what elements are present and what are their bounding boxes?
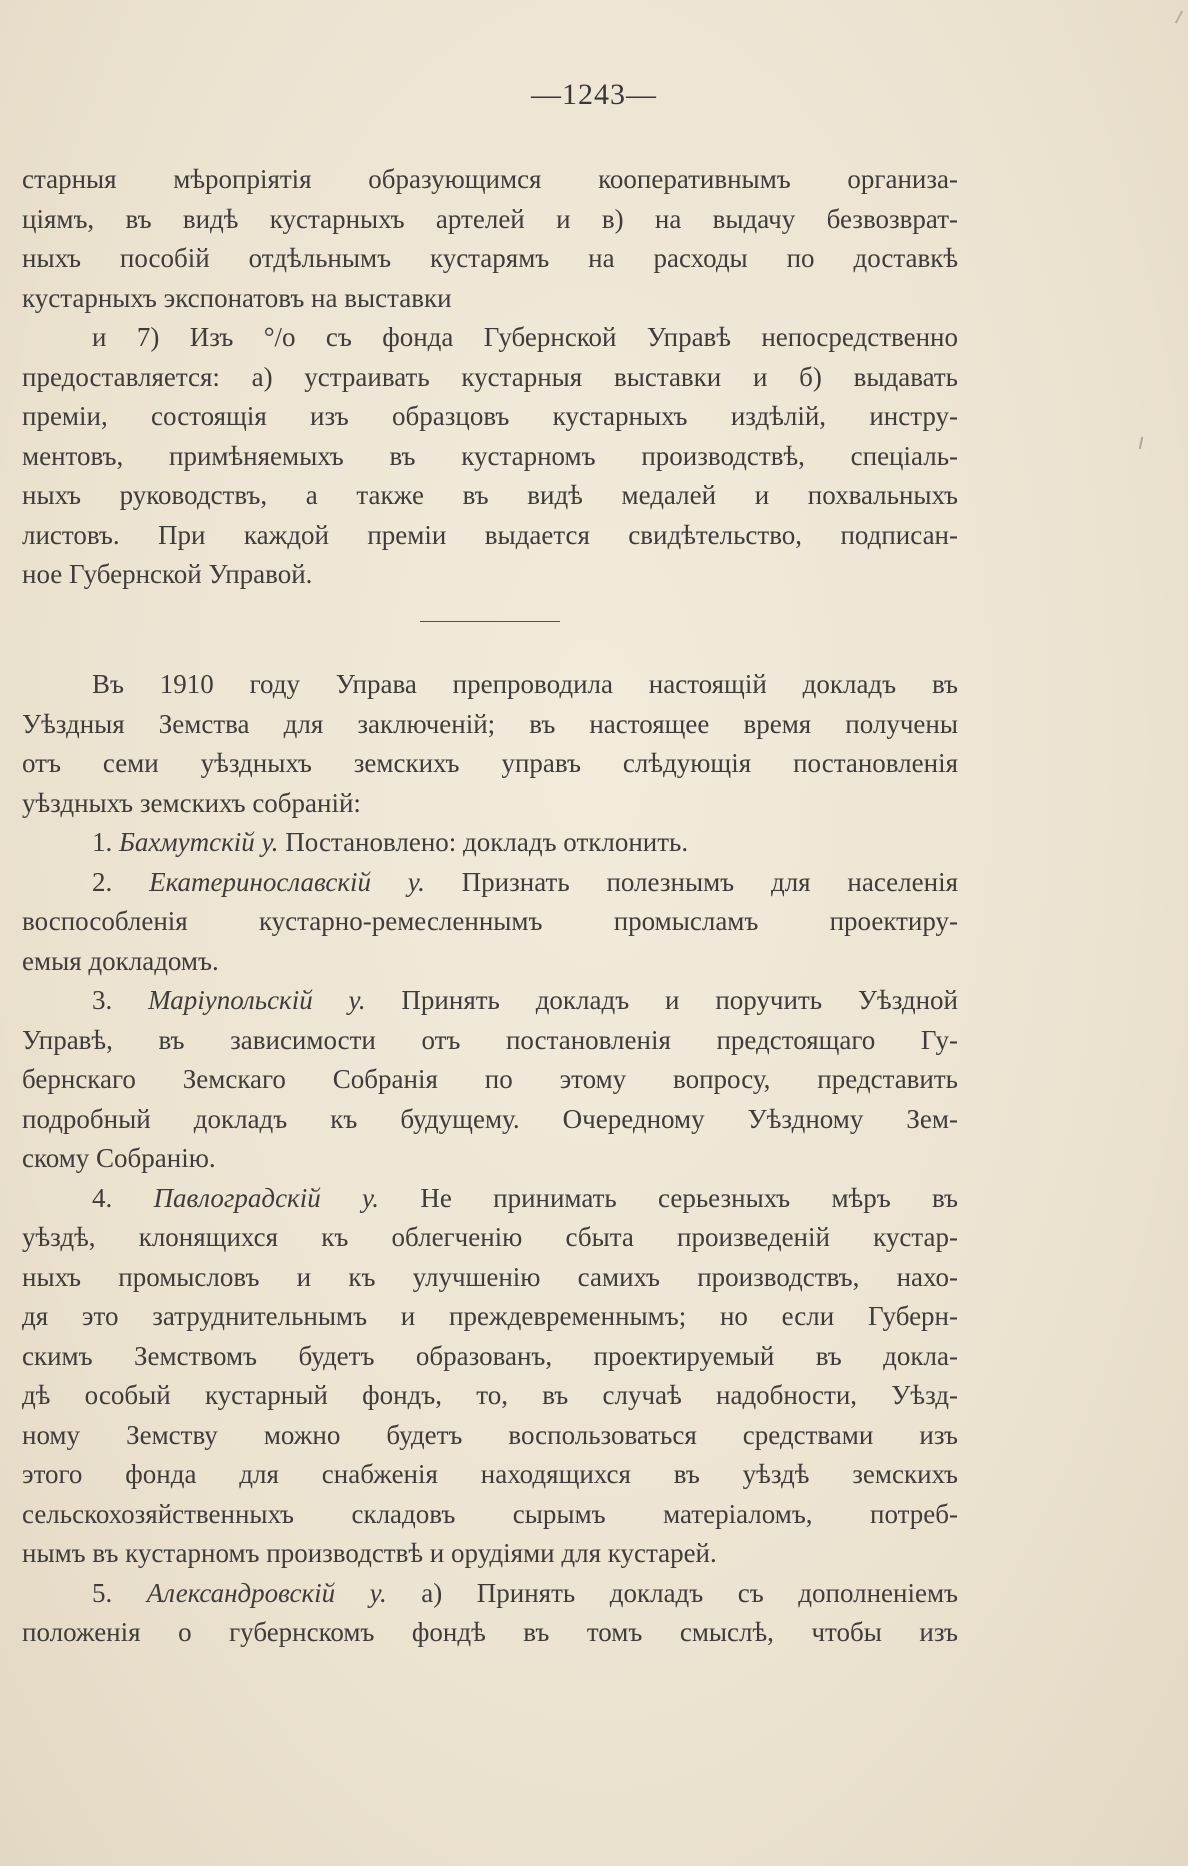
text-line: нымъ въ кустарномъ производствѣ и орудіями для кустарей. [22, 1538, 717, 1568]
decision-number: 1. [92, 827, 113, 857]
decision-number: 2. [92, 866, 113, 897]
text-line: листовъ. При каждой преміи выдается свидѣтельство, подписан- [22, 519, 958, 550]
text-line: дѣ особый кустарный фондъ, то, въ случаѣ надобности, Уѣзд- [22, 1380, 958, 1410]
text-line: уѣздныхъ земскихъ собраній: [22, 787, 361, 818]
text-line: преміи, состоящія изъ образцовъ кустарныхъ издѣлій, инстру- [22, 401, 958, 431]
text-line: и 7) Изъ °/о съ фонда Губернской Управѣ непосредственно [92, 322, 958, 352]
text-line: Уѣздныя Земства для заключеній; въ настоящее время получены [22, 708, 958, 739]
decision-number: 3. [92, 985, 113, 1015]
text-line: Управѣ, въ зависимости отъ постановленія предстоящаго Гу- [22, 1024, 958, 1055]
stray-ink-mark [1139, 437, 1143, 449]
decision-2 [22, 863, 958, 903]
page-number: —1243— [531, 78, 657, 111]
district-name: Александровскій у. [146, 1577, 387, 1608]
decision-text: Признать полезнымъ для населенія [461, 866, 958, 897]
decision-1 [22, 823, 958, 863]
decision-number: 4. [92, 1182, 113, 1213]
bottom-text-block [22, 665, 958, 1653]
text-line: положенія о губернскомъ фондѣ въ томъ смыслѣ, чтобы изъ [22, 1617, 958, 1647]
district-name: Маріупольскій у. [148, 985, 366, 1015]
decision-number: 5. [92, 1577, 113, 1608]
stray-ink-mark-corner [1175, 10, 1183, 23]
text-line: отъ семи уѣздныхъ земскихъ управъ слѣдующія постановленія [22, 748, 958, 778]
text-line: дя это затруднительнымъ и преждевременнымъ; но если Губерн- [22, 1301, 958, 1331]
text-line: ныхъ руководствъ, а также въ видѣ медалей и похвальныхъ [22, 480, 958, 510]
decision-5 [22, 1574, 958, 1614]
decision-4 [22, 1179, 958, 1219]
decision-text: Постановлено: докладъ отклонить. [285, 827, 689, 857]
text-line: этого фонда для снабженія находящихся въ уѣздѣ земскихъ [22, 1459, 958, 1489]
district-name: Павлоградскій у. [153, 1182, 380, 1213]
text-line: ное Губернской Управой. [22, 559, 313, 589]
decision-3 [22, 981, 958, 1021]
decision-text: а) Принять докладъ съ дополненіемъ [421, 1577, 958, 1608]
text-line: старныя мѣропріятія образующимся кооперативнымъ организа- [22, 164, 958, 194]
text-line: скимъ Земствомъ будетъ образованъ, проектируемый въ докла- [22, 1340, 958, 1371]
text-line: Въ 1910 году Управа препроводила настоящій докладъ въ [92, 669, 958, 699]
district-name: Екатеринославскій у. [149, 866, 425, 897]
text-line: уѣздѣ, клонящихся къ облегченію сбыта произведеній кустар- [22, 1222, 958, 1252]
text-line: ныхъ промысловъ и къ улучшенію самихъ производствъ, нахо- [22, 1261, 958, 1292]
text-line: емыя докладомъ. [22, 945, 219, 976]
text-line: ныхъ пособій отдѣльнымъ кустарямъ на расходы по доставкѣ [22, 243, 958, 273]
section-divider [420, 621, 560, 622]
text-line: воспособленія кустарно-ремесленнымъ промысламъ проектиру- [22, 906, 958, 936]
text-line: бернскаго Земскаго Собранія по этому вопросу, представить [22, 1064, 958, 1094]
district-name: Бахмутскій у. [119, 827, 279, 857]
text-line: кустарныхъ экспонатовъ на выставки [22, 282, 452, 313]
text-line: скому Собранію. [22, 1143, 216, 1173]
decision-text: Принять докладъ и поручить Уѣздной [401, 985, 958, 1015]
text-line: сельскохозяйственныхъ складовъ сырымъ матеріаломъ, потреб- [22, 1498, 958, 1529]
text-line: предоставляется: а) устраивать кустарныя выставки и б) выдавать [22, 361, 958, 392]
text-line: подробный докладъ къ будущему. Очередному Уѣздному Зем- [22, 1103, 958, 1134]
text-line: ному Земству можно будетъ воспользоваться средствами изъ [22, 1419, 958, 1450]
decision-text: Не принимать серьезныхъ мѣръ въ [420, 1182, 958, 1213]
top-text-block [22, 160, 958, 595]
text-line: ментовъ, примѣняемыхъ въ кустарномъ производствѣ, спеціаль- [22, 440, 958, 471]
text-line: ціямъ, въ видѣ кустарныхъ артелей и в) на выдачу безвозврат- [22, 203, 958, 234]
